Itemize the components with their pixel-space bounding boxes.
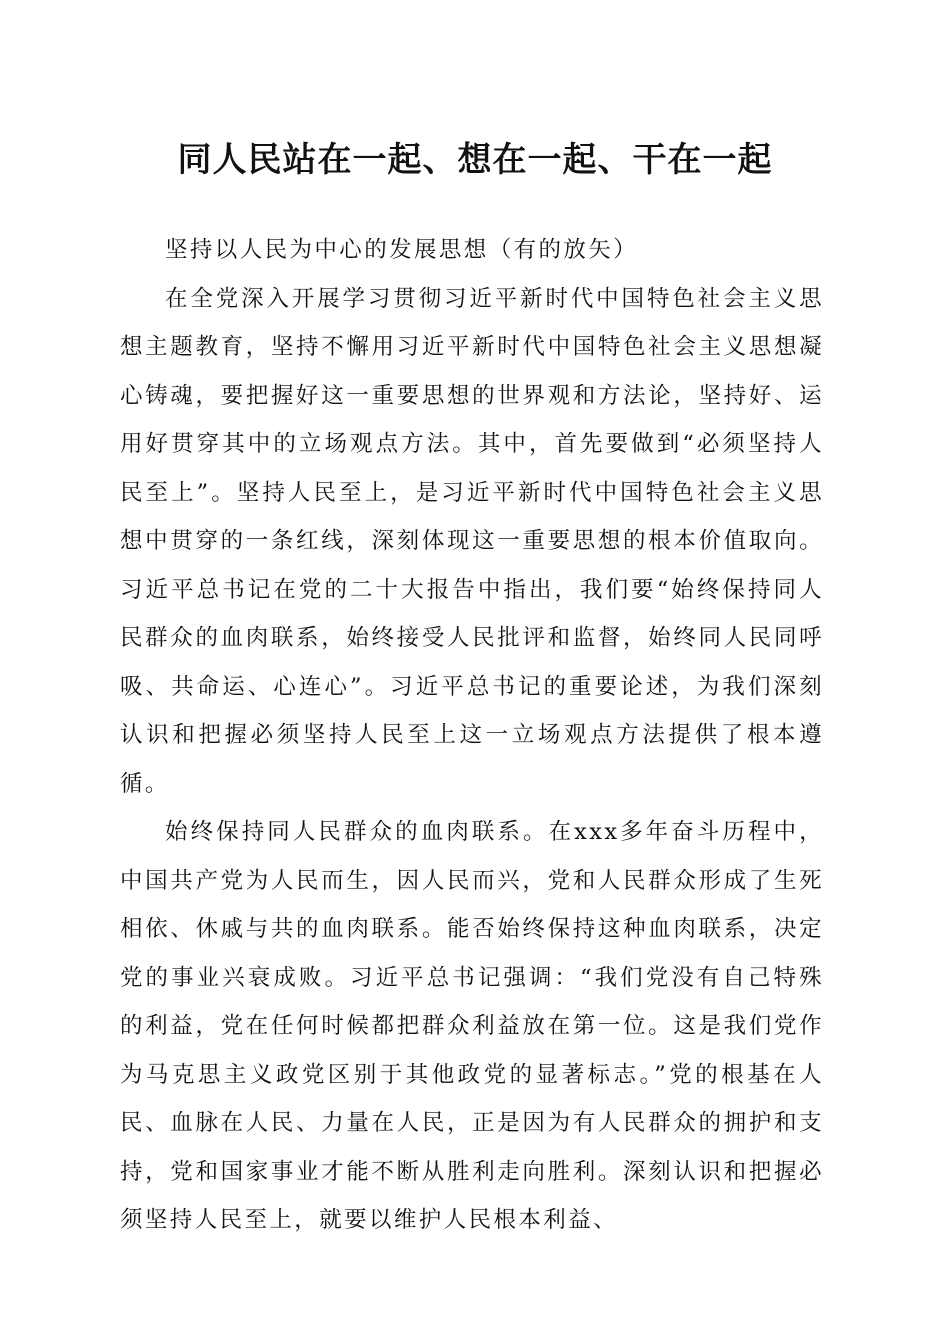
body-paragraph: 始终保持同人民群众的血肉联系。在xxx多年奋斗历程中，中国共产党为人民而生，因人民而兴，党和人民群众形成了生死相依、休戚与共的血肉联系。能否始终保持这种血肉联系，决定党的事业兴衰成败。习近平总书记强调：“我们党没有自己特殊的利益，党在任何时候都把群众利益放在第一位。这是我们党作为马克思主义政党区别于其他政党的显著标志。”党的根基在人民、血脉在人民、力量在人民，正是因为有人民群众的拥护和支持，党和国家事业才能不断从胜利走向胜利。深刻认识和把握必须坚持人民至上，就要以维护人民根本利益、 — [120, 819, 824, 1233]
subtitle-paragraph: 坚持以人民为中心的发展思想（有的放矢） — [165, 237, 639, 263]
document-title: 同人民站在一起、想在一起、干在一起 — [177, 140, 773, 180]
body-paragraph: 在全党深入开展学习贯彻习近平新时代中国特色社会主义思想主题教育，坚持不懈用习近平新时代中国特色社会主义思想凝心铸魂，要把握好这一重要思想的世界观和方法论，坚持好、运用好贯穿其中的立场观点方法。其中，首先要做到“必须坚持人民至上”。坚持人民至上，是习近平新时代中国特色社会主义思想中贯穿的一条红线，深刻体现这一重要思想的根本价值取向。习近平总书记在党的二十大报告中指出，我们要“始终保持同人民群众的血肉联系，始终接受人民批评和监督，始终同人民同呼吸、共命运、心连心”。习近平总书记的重要论述，为我们深刻认识和把握必须坚持人民至上这一立场观点方法提供了根本遵循。 — [120, 285, 824, 797]
document-body — [120, 226, 824, 1245]
